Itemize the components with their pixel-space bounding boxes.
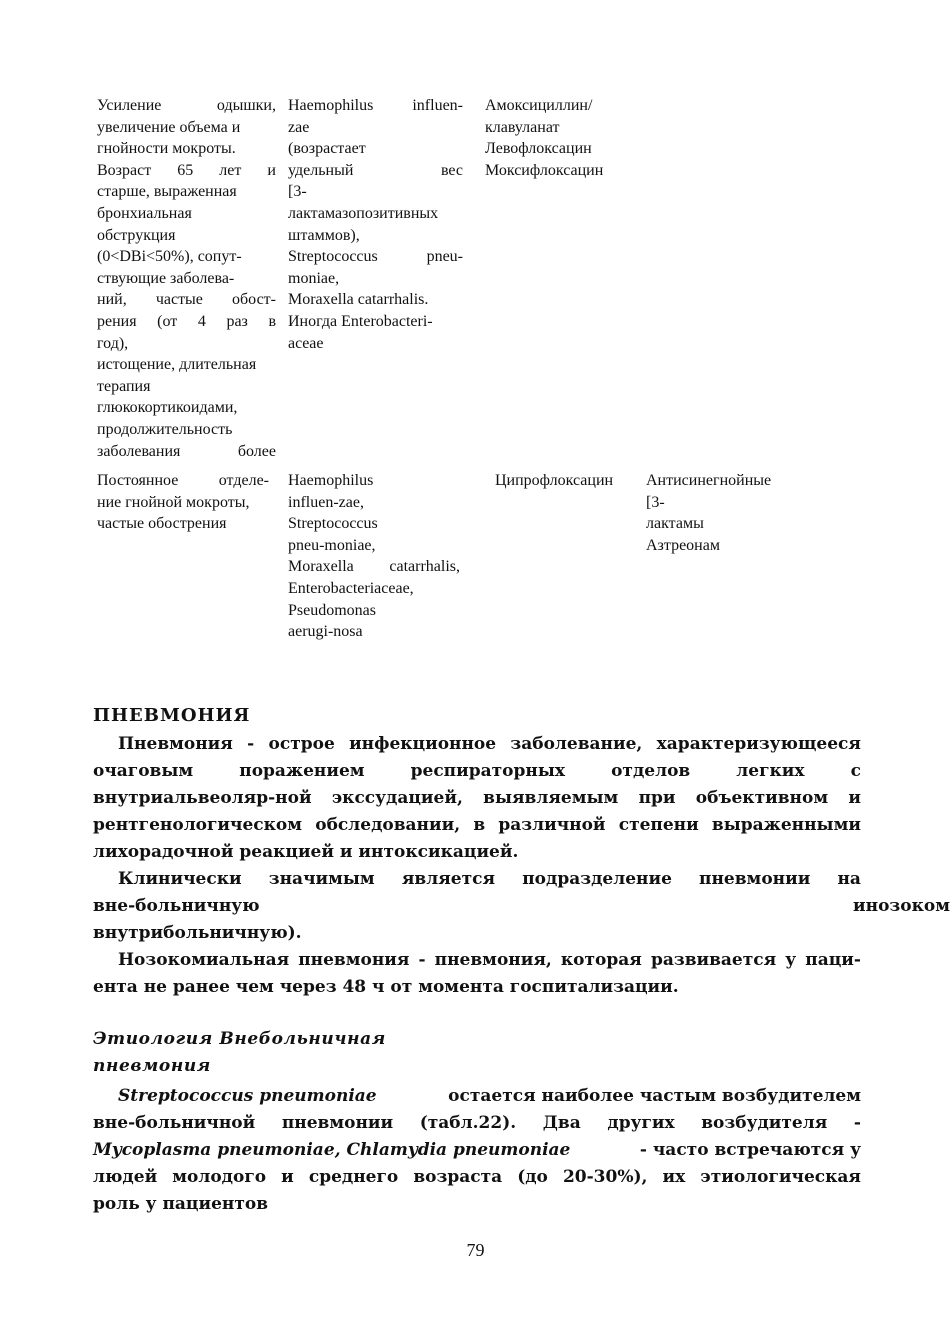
table-cell-line: год),: [97, 334, 129, 352]
table-cell-line: рения (от 4 раз в: [97, 312, 276, 330]
table-row2-col2: [288, 470, 460, 643]
para4-line: вне-больничной пневмонии (табл.22). Два других возбудителя -: [93, 1113, 861, 1133]
table-cell-line: aerugi-nosa: [288, 623, 363, 641]
table-cell-line: Усиление одышки,: [97, 97, 276, 114]
table-cell-line: обструкция: [97, 226, 176, 244]
table-cell-line: продолжительность: [97, 420, 233, 438]
table-cell-line: удельный вес: [288, 161, 463, 179]
para4-organisms: Mycoplasma pneumoniae, Chlamydia pneumoniae: [93, 1140, 571, 1160]
para4-line: [93, 1083, 861, 1110]
table-cell-line: заболевания более: [97, 442, 276, 460]
para4-line: людей молодого и среднего возраста (до 20-30%), их этиологическая: [93, 1167, 861, 1187]
table-cell-line: лактамазопозитивных: [288, 204, 439, 222]
table-cell-line: клавуланат: [485, 118, 560, 136]
table-cell-line: pneu-moniae,: [288, 536, 376, 554]
table-cell-line: увеличение объема и: [97, 118, 241, 136]
para2-line: внутрибольничную).: [93, 923, 302, 943]
etiology-subheading: [93, 1026, 386, 1080]
para2-line: Клинически значимым является подразделение пневмонии на: [118, 869, 861, 889]
table-row1-col2: [288, 95, 463, 354]
table-cell-line: старше, выраженная: [97, 183, 237, 201]
table-cell-line: ний, частые обост-: [97, 291, 276, 309]
table-cell-line: Возраст 65 лет и: [97, 161, 276, 179]
table-cell-line: Иногда Enterobacteri-: [288, 312, 433, 330]
table-cell-line: гнойности мокроты.: [97, 140, 236, 158]
paragraph-classification: [93, 866, 950, 947]
table-cell-line: Моксифлоксацин: [485, 161, 604, 179]
table-row1-col1: [97, 95, 276, 462]
para3-line: Нозокомиальная пневмония - пневмония, которая развивается у паци-: [118, 950, 861, 970]
section-title: ПНЕВМОНИЯ: [93, 705, 251, 726]
table-cell-line: Азтреонам: [646, 536, 720, 554]
table-cell-line: Pseudomonas: [288, 601, 376, 619]
table-cell-line: лактамы: [646, 515, 704, 533]
table-cell-line: ние гнойной мокроты,: [97, 493, 250, 511]
table-cell-line: истощение, длительная: [97, 356, 257, 374]
table-cell-line: бронхиальная: [97, 204, 192, 222]
table-cell-line: Левофлоксацин: [485, 140, 592, 158]
para1-line: очаговым поражением респираторных отделов легких с: [93, 761, 861, 781]
paragraph-nosocomial: [93, 947, 861, 1001]
para1-line: лихорадочной реакцией и интоксикацией.: [93, 842, 519, 862]
table-cell-line: Moraxella catarrhalis,: [288, 558, 460, 576]
table-cell-line: ствующие заболева-: [97, 269, 235, 287]
table-cell-line: (возрастает: [288, 140, 366, 158]
paragraph-definition: [93, 731, 861, 866]
table-cell-line: Ципрофлоксацин: [495, 472, 614, 489]
para1-line: рентгенологическом обследовании, в различной степени выраженными: [93, 815, 861, 835]
table-row2-col4: [646, 470, 806, 556]
table-cell-line: штаммов),: [288, 226, 360, 244]
table-cell-line: aceae: [288, 334, 324, 352]
table-cell-line: Moraxella catarrhalis.: [288, 291, 429, 309]
table-cell-line: Streptococcus pneu-: [288, 248, 463, 266]
table-cell-line: Haemophilus influen-: [288, 97, 463, 114]
table-cell-line: терапия: [97, 377, 151, 395]
table-cell-line: Антисинегнойные: [646, 472, 772, 489]
page-number: 79: [466, 1240, 485, 1260]
table-cell-line: influen-zae,: [288, 493, 364, 511]
table-cell-line: Амоксициллин/: [485, 97, 593, 114]
subheading-line: пневмония: [93, 1056, 211, 1076]
para1-line: Пневмония - острое инфекционное заболевание, характеризующееся: [118, 734, 861, 754]
table-row1-col3: [485, 95, 635, 181]
para4-organism: Streptococcus pneumoniae: [118, 1086, 377, 1106]
table-row2-col3: [495, 470, 645, 492]
table-cell-line: Streptococcus: [288, 515, 378, 533]
table-cell-line: Enterobacteriaceae,: [288, 579, 414, 597]
para2-line: вне-больничную инозоком: [93, 896, 950, 916]
table-cell-line: глюкокортикоидами,: [97, 399, 238, 417]
para4-line: [93, 1137, 861, 1164]
table-cell-line: Haemophilus: [288, 472, 374, 489]
table-row2-col1: [97, 470, 269, 535]
para3-line: ента не ранее чем через 48 ч от момента госпитализации.: [93, 977, 679, 997]
para4-line: роль у пациентов: [93, 1194, 269, 1214]
subheading-line: Этиология Внебольничная: [93, 1029, 386, 1049]
table-cell-line: [3-: [646, 493, 665, 511]
para4-line1-rest: остается наиболее частым возбудителем: [448, 1086, 861, 1106]
table-cell-line: (0<DBi<50%), сопут-: [97, 248, 242, 266]
paragraph-etiology: [93, 1083, 861, 1218]
table-cell-line: Постоянное отделе-: [97, 472, 269, 489]
para1-line: внутриальвеоляр-ной экссудацией, выявляемым при объективном и: [93, 788, 861, 808]
table-cell-line: zae: [288, 118, 310, 136]
para4-line3-rest: - часто встречаются у: [639, 1140, 861, 1160]
table-cell-line: [3-: [288, 183, 307, 201]
table-cell-line: частые обострения: [97, 515, 227, 533]
table-cell-line: moniae,: [288, 269, 340, 287]
